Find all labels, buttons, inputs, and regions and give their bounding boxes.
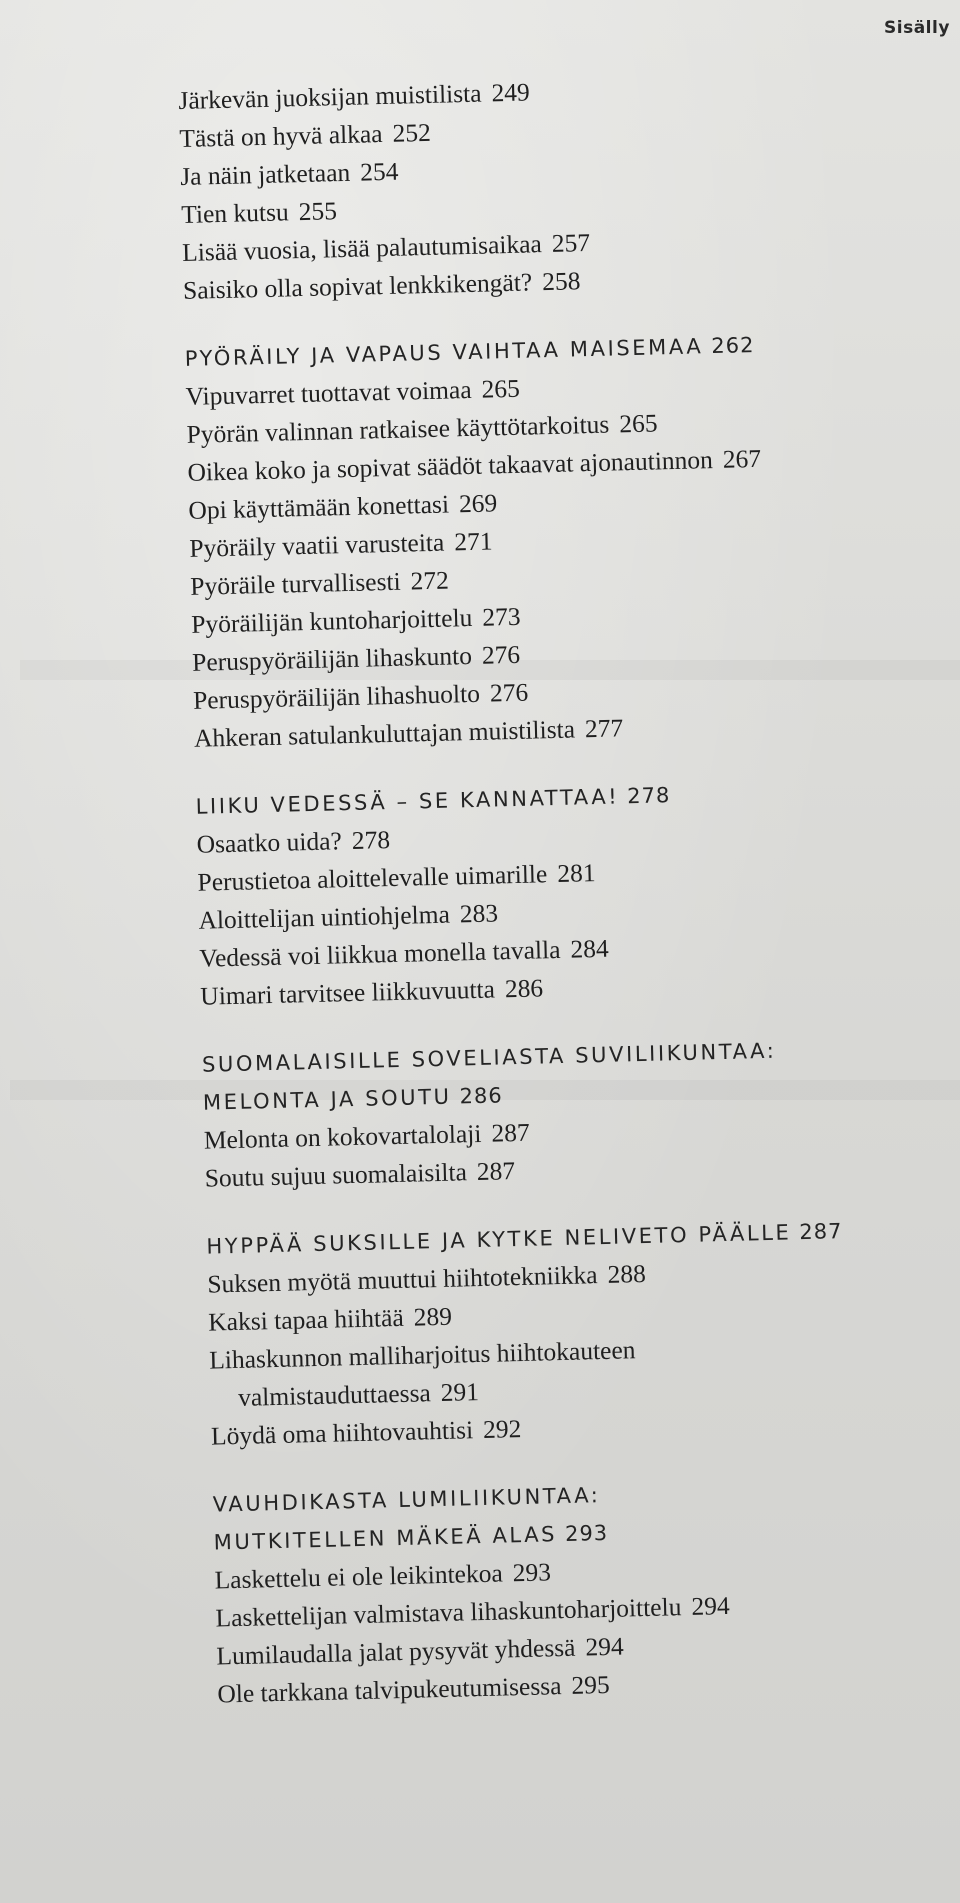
entry-title: Laskettelu ei ole leikintekoa [214, 1558, 504, 1595]
entry-title: Oikea koko ja sopivat säädöt takaavat ajonautinnon [187, 445, 714, 487]
entry-page-number: 281 [556, 858, 596, 888]
entry-title: Kaksi tapaa hiihtää [207, 1302, 405, 1337]
toc-section [205, 1180, 951, 1456]
entry-title: Peruspyöräilijän lihashuolto [192, 678, 481, 715]
entry-page-number: 294 [585, 1631, 624, 1662]
entry-title: Melonta on kokovartalolaji [203, 1118, 482, 1155]
entry-title: Järkevän juoksijan muistilista [178, 78, 482, 115]
entry-title: Vedessä voi liikkua monella tavalla [199, 934, 561, 973]
section-page-number: 286 [459, 1083, 503, 1109]
entry-page-number: 287 [476, 1156, 516, 1187]
toc-section [212, 1438, 958, 1714]
entry-page-number: 287 [491, 1117, 530, 1148]
section-heading-text: HYPPÄÄ SUKSILLE JA KYTKE NELIVETO PÄÄLLE [206, 1220, 792, 1259]
entry-title: Ole tarkkana talvipukeutumisessa [217, 1671, 562, 1709]
section-page-number: 287 [799, 1219, 843, 1245]
entry-page-number: 283 [459, 898, 499, 929]
section-heading-text: MELONTA JA SOUTU [202, 1084, 452, 1115]
table-of-contents [178, 64, 958, 1714]
entry-page-number: 273 [481, 601, 521, 632]
entry-page-number: 271 [453, 526, 493, 557]
entry-title: Ahkeran satulankuluttajan muistilista [193, 714, 576, 753]
toc-section [184, 292, 935, 758]
entry-page-number: 276 [481, 639, 521, 670]
entry-page-number: 257 [551, 227, 591, 258]
entry-page-number: 295 [571, 1669, 611, 1700]
entry-title: Vipuvarret tuottavat voimaa [185, 374, 472, 411]
entry-page-number: 292 [482, 1414, 522, 1444]
entry-title: Perustietoa aloittelevalle uimarille [197, 859, 548, 897]
entry-title: Tien kutsu [180, 197, 290, 229]
entry-title: Lumilaudalla jalat pysyvät yhdessä [216, 1632, 576, 1671]
entry-title: Pyöräily vaatii varusteita [189, 527, 445, 563]
entry-page-number: 272 [410, 565, 450, 596]
section-heading-text: PYÖRÄILY JA VAPAUS VAIHTAA MAISEMAA [184, 334, 704, 371]
entry-page-number: 291 [440, 1377, 480, 1407]
entry-title: Opi käyttämään konettasi [188, 489, 450, 525]
entry-page-number: 289 [413, 1301, 453, 1332]
entry-title: Pyöräilijän kuntoharjoittelu [190, 602, 473, 639]
entry-title: Lihaskunnon malliharjoitus hiihtokauteen [208, 1335, 636, 1375]
entry-title: Ja näin jatketaan [179, 157, 351, 191]
entry-page-number: 269 [458, 488, 498, 519]
entry-title: Soutu sujuu suomalaisilta [204, 1157, 468, 1193]
section-page-number: 293 [564, 1520, 609, 1546]
entry-page-number: 254 [359, 156, 399, 187]
entry-page-number: 252 [392, 117, 432, 148]
entry-page-number: 294 [691, 1590, 730, 1621]
entry-title: Pyöräile turvallisesti [189, 566, 401, 601]
entry-title: Peruspyöräilijän lihaskunto [191, 640, 473, 677]
entry-title: Pyörän valinnan ratkaisee käyttötarkoitus [186, 409, 610, 449]
toc-section [201, 998, 945, 1198]
entry-title: Löydä oma hiihtovauhtisi [210, 1415, 474, 1451]
entry-page-number: 249 [491, 77, 531, 108]
section-page-number: 278 [626, 783, 671, 809]
entry-page-number: 277 [584, 713, 624, 744]
entry-page-number: 258 [541, 266, 581, 297]
entry-page-number: 267 [722, 443, 762, 474]
entry-title: Saisiko olla sopivat lenkkikengät? [182, 267, 533, 305]
entry-title: Lisää vuosia, lisää palautumisaikaa [181, 229, 543, 267]
entry-title: valmistauduttaessa [237, 1378, 432, 1412]
entry-title: Osaatko uida? [196, 826, 343, 859]
entry-page-number: 278 [351, 825, 391, 855]
entry-title: Aloittelijan uintiohjelma [198, 899, 451, 935]
entry-page-number: 255 [298, 196, 338, 227]
entry-title: Uimari tarvitsee liikkuvuutta [199, 974, 496, 1011]
entry-page-number: 265 [618, 408, 658, 439]
entry-page-number: 293 [512, 1557, 552, 1588]
entry-page-number: 288 [607, 1258, 647, 1289]
entry-title: Suksen myötä muuttui hiihtotekniikka [207, 1260, 598, 1299]
section-heading-text: LIIKU VEDESSÄ – SE KANNATTAA! [195, 784, 620, 819]
entry-page-number: 265 [481, 373, 521, 404]
entry-page-number: 286 [504, 973, 544, 1004]
running-head: Sisälly [884, 18, 950, 38]
toc-section [178, 64, 923, 310]
section-page-number: 262 [711, 332, 755, 359]
section-heading-text: VAUHDIKASTA LUMILIIKUNTAA: [212, 1483, 601, 1517]
entry-page-number: 284 [570, 933, 610, 964]
toc-section [195, 740, 941, 1016]
section-heading-text: MUTKITELLEN MÄKEÄ ALAS [213, 1522, 558, 1555]
section-heading-text: SUOMALAISILLE SOVELIASTA SUVILIIKUNTAA: [201, 1038, 777, 1077]
entry-title: Laskettelijan valmistava lihaskuntoharjoittelu [215, 1592, 682, 1633]
entry-title: Tästä on hyvä alkaa [179, 119, 383, 153]
entry-page-number: 276 [489, 677, 529, 708]
